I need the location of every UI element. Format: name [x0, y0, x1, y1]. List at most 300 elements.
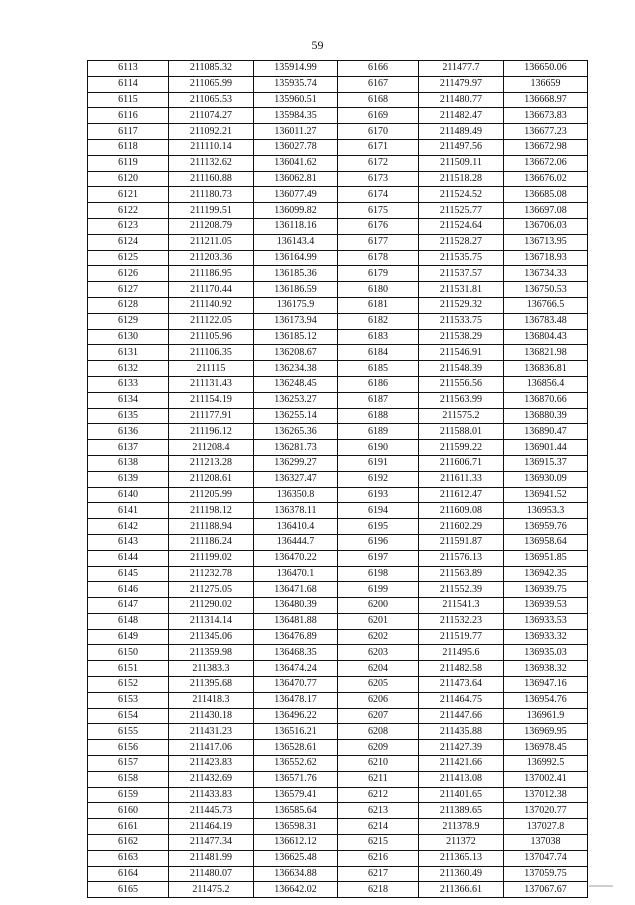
point-id-cell: 6127 — [88, 282, 169, 298]
point-id-cell: 6149 — [88, 629, 169, 645]
point-id-cell: 6179 — [338, 266, 419, 282]
y-coordinate-cell: 136474.24 — [254, 661, 338, 677]
point-id-cell: 6173 — [338, 171, 419, 187]
point-id-cell: 6167 — [338, 76, 419, 92]
y-coordinate-cell: 136734.33 — [504, 266, 588, 282]
point-id-cell: 6138 — [88, 455, 169, 471]
y-coordinate-cell: 136248.45 — [254, 376, 338, 392]
table-row — [88, 361, 588, 377]
point-id-cell: 6147 — [88, 598, 169, 614]
y-coordinate-cell: 136750.53 — [504, 282, 588, 298]
x-coordinate-cell: 211186.95 — [169, 266, 254, 282]
point-id-cell: 6155 — [88, 724, 169, 740]
y-coordinate-cell: 137067.67 — [504, 882, 588, 898]
point-id-cell: 6161 — [88, 819, 169, 835]
x-coordinate-cell: 211131.43 — [169, 376, 254, 392]
x-coordinate-cell: 211290.02 — [169, 598, 254, 614]
point-id-cell: 6209 — [338, 740, 419, 756]
y-coordinate-cell: 136185.12 — [254, 329, 338, 345]
x-coordinate-cell: 211366.61 — [419, 882, 504, 898]
table-row — [88, 803, 588, 819]
x-coordinate-cell: 211473.64 — [419, 677, 504, 693]
y-coordinate-cell: 136410.4 — [254, 519, 338, 535]
point-id-cell: 6170 — [338, 124, 419, 140]
y-coordinate-cell: 136890.47 — [504, 424, 588, 440]
table-row — [88, 692, 588, 708]
x-coordinate-cell: 211199.51 — [169, 203, 254, 219]
table-row — [88, 61, 588, 77]
x-coordinate-cell: 211378.9 — [419, 819, 504, 835]
x-coordinate-cell: 211115 — [169, 361, 254, 377]
y-coordinate-cell: 136677.23 — [504, 124, 588, 140]
point-id-cell: 6183 — [338, 329, 419, 345]
x-coordinate-cell: 211427.39 — [419, 740, 504, 756]
y-coordinate-cell: 136650.06 — [504, 61, 588, 77]
x-coordinate-cell: 211232.78 — [169, 566, 254, 582]
x-coordinate-cell: 211606.71 — [419, 455, 504, 471]
table-row — [88, 155, 588, 171]
y-coordinate-cell: 136935.03 — [504, 645, 588, 661]
scan-artifact — [589, 885, 613, 887]
x-coordinate-cell: 211432.69 — [169, 771, 254, 787]
x-coordinate-cell: 211479.97 — [419, 76, 504, 92]
y-coordinate-cell: 136697.08 — [504, 203, 588, 219]
x-coordinate-cell: 211198.12 — [169, 503, 254, 519]
y-coordinate-cell: 136528.61 — [254, 740, 338, 756]
table-row — [88, 550, 588, 566]
y-coordinate-cell: 136634.88 — [254, 866, 338, 882]
x-coordinate-cell: 211563.99 — [419, 392, 504, 408]
y-coordinate-cell: 136938.32 — [504, 661, 588, 677]
x-coordinate-cell: 211186.24 — [169, 534, 254, 550]
y-coordinate-cell: 136969.95 — [504, 724, 588, 740]
y-coordinate-cell: 136444.7 — [254, 534, 338, 550]
x-coordinate-cell: 211213.28 — [169, 455, 254, 471]
y-coordinate-cell: 136706.03 — [504, 218, 588, 234]
point-id-cell: 6191 — [338, 455, 419, 471]
y-coordinate-cell: 136234.38 — [254, 361, 338, 377]
x-coordinate-cell: 211196.12 — [169, 424, 254, 440]
coordinates-table-body — [88, 61, 588, 898]
x-coordinate-cell: 211435.88 — [419, 724, 504, 740]
point-id-cell: 6208 — [338, 724, 419, 740]
point-id-cell: 6148 — [88, 613, 169, 629]
y-coordinate-cell: 136959.76 — [504, 519, 588, 535]
table-row — [88, 503, 588, 519]
x-coordinate-cell: 211140.92 — [169, 297, 254, 313]
point-id-cell: 6184 — [338, 345, 419, 361]
point-id-cell: 6188 — [338, 408, 419, 424]
y-coordinate-cell: 136718.93 — [504, 250, 588, 266]
point-id-cell: 6126 — [88, 266, 169, 282]
point-id-cell: 6114 — [88, 76, 169, 92]
y-coordinate-cell: 136598.31 — [254, 819, 338, 835]
x-coordinate-cell: 211345.06 — [169, 629, 254, 645]
y-coordinate-cell: 136915.37 — [504, 455, 588, 471]
y-coordinate-cell: 136327.47 — [254, 471, 338, 487]
table-row — [88, 487, 588, 503]
point-id-cell: 6124 — [88, 234, 169, 250]
point-id-cell: 6194 — [338, 503, 419, 519]
x-coordinate-cell: 211203.36 — [169, 250, 254, 266]
y-coordinate-cell: 136941.52 — [504, 487, 588, 503]
y-coordinate-cell: 136585.64 — [254, 803, 338, 819]
point-id-cell: 6131 — [88, 345, 169, 361]
x-coordinate-cell: 211546.91 — [419, 345, 504, 361]
point-id-cell: 6215 — [338, 835, 419, 851]
y-coordinate-cell: 136836.81 — [504, 361, 588, 377]
x-coordinate-cell: 211208.79 — [169, 218, 254, 234]
point-id-cell: 6156 — [88, 740, 169, 756]
point-id-cell: 6182 — [338, 313, 419, 329]
point-id-cell: 6169 — [338, 108, 419, 124]
point-id-cell: 6154 — [88, 708, 169, 724]
x-coordinate-cell: 211314.14 — [169, 613, 254, 629]
x-coordinate-cell: 211199.02 — [169, 550, 254, 566]
y-coordinate-cell: 137002.41 — [504, 771, 588, 787]
x-coordinate-cell: 211074.27 — [169, 108, 254, 124]
y-coordinate-cell: 136471.68 — [254, 582, 338, 598]
x-coordinate-cell: 211154.19 — [169, 392, 254, 408]
x-coordinate-cell: 211208.4 — [169, 440, 254, 456]
x-coordinate-cell: 211609.08 — [419, 503, 504, 519]
y-coordinate-cell: 135914.99 — [254, 61, 338, 77]
point-id-cell: 6164 — [88, 866, 169, 882]
table-row — [88, 376, 588, 392]
point-id-cell: 6125 — [88, 250, 169, 266]
point-id-cell: 6212 — [338, 787, 419, 803]
y-coordinate-cell: 137012.38 — [504, 787, 588, 803]
x-coordinate-cell: 211418.3 — [169, 692, 254, 708]
x-coordinate-cell: 211211.05 — [169, 234, 254, 250]
table-row — [88, 740, 588, 756]
y-coordinate-cell: 136685.08 — [504, 187, 588, 203]
table-row — [88, 124, 588, 140]
y-coordinate-cell: 136478.17 — [254, 692, 338, 708]
table-row — [88, 313, 588, 329]
point-id-cell: 6143 — [88, 534, 169, 550]
table-row — [88, 677, 588, 693]
point-id-cell: 6185 — [338, 361, 419, 377]
x-coordinate-cell: 211532.23 — [419, 613, 504, 629]
y-coordinate-cell: 136099.82 — [254, 203, 338, 219]
point-id-cell: 6177 — [338, 234, 419, 250]
point-id-cell: 6128 — [88, 297, 169, 313]
y-coordinate-cell: 136939.53 — [504, 598, 588, 614]
point-id-cell: 6115 — [88, 92, 169, 108]
y-coordinate-cell: 136265.36 — [254, 424, 338, 440]
x-coordinate-cell: 211205.99 — [169, 487, 254, 503]
table-row — [88, 708, 588, 724]
point-id-cell: 6198 — [338, 566, 419, 582]
table-row — [88, 345, 588, 361]
x-coordinate-cell: 211611.33 — [419, 471, 504, 487]
table-row — [88, 187, 588, 203]
table-row — [88, 455, 588, 471]
point-id-cell: 6186 — [338, 376, 419, 392]
point-id-cell: 6178 — [338, 250, 419, 266]
point-id-cell: 6153 — [88, 692, 169, 708]
x-coordinate-cell: 211533.75 — [419, 313, 504, 329]
table-row — [88, 645, 588, 661]
point-id-cell: 6201 — [338, 613, 419, 629]
point-id-cell: 6144 — [88, 550, 169, 566]
point-id-cell: 6163 — [88, 850, 169, 866]
x-coordinate-cell: 211575.2 — [419, 408, 504, 424]
y-coordinate-cell: 136951.85 — [504, 550, 588, 566]
point-id-cell: 6159 — [88, 787, 169, 803]
x-coordinate-cell: 211519.77 — [419, 629, 504, 645]
table-row — [88, 534, 588, 550]
table-row — [88, 566, 588, 582]
point-id-cell: 6204 — [338, 661, 419, 677]
point-id-cell: 6171 — [338, 139, 419, 155]
x-coordinate-cell: 211556.56 — [419, 376, 504, 392]
x-coordinate-cell: 211431.23 — [169, 724, 254, 740]
y-coordinate-cell: 137027.8 — [504, 819, 588, 835]
y-coordinate-cell: 136933.32 — [504, 629, 588, 645]
x-coordinate-cell: 211106.35 — [169, 345, 254, 361]
x-coordinate-cell: 211548.39 — [419, 361, 504, 377]
x-coordinate-cell: 211541.3 — [419, 598, 504, 614]
y-coordinate-cell: 136143.4 — [254, 234, 338, 250]
table-row — [88, 756, 588, 772]
y-coordinate-cell: 137059.75 — [504, 866, 588, 882]
table-row — [88, 408, 588, 424]
x-coordinate-cell: 211482.47 — [419, 108, 504, 124]
table-row — [88, 139, 588, 155]
point-id-cell: 6213 — [338, 803, 419, 819]
x-coordinate-cell: 211177.91 — [169, 408, 254, 424]
y-coordinate-cell: 136350.8 — [254, 487, 338, 503]
table-row — [88, 866, 588, 882]
y-coordinate-cell: 136625.48 — [254, 850, 338, 866]
point-id-cell: 6199 — [338, 582, 419, 598]
x-coordinate-cell: 211497.56 — [419, 139, 504, 155]
table-row — [88, 250, 588, 266]
point-id-cell: 6118 — [88, 139, 169, 155]
x-coordinate-cell: 211110.14 — [169, 139, 254, 155]
x-coordinate-cell: 211477.7 — [419, 61, 504, 77]
point-id-cell: 6195 — [338, 519, 419, 535]
point-id-cell: 6211 — [338, 771, 419, 787]
table-row — [88, 613, 588, 629]
x-coordinate-cell: 211518.28 — [419, 171, 504, 187]
coordinates-table — [87, 60, 588, 898]
x-coordinate-cell: 211529.32 — [419, 297, 504, 313]
y-coordinate-cell: 136933.53 — [504, 613, 588, 629]
x-coordinate-cell: 211481.99 — [169, 850, 254, 866]
x-coordinate-cell: 211413.08 — [419, 771, 504, 787]
point-id-cell: 6120 — [88, 171, 169, 187]
x-coordinate-cell: 211537.57 — [419, 266, 504, 282]
y-coordinate-cell: 136173.94 — [254, 313, 338, 329]
x-coordinate-cell: 211538.29 — [419, 329, 504, 345]
point-id-cell: 6150 — [88, 645, 169, 661]
point-id-cell: 6117 — [88, 124, 169, 140]
y-coordinate-cell: 136804.43 — [504, 329, 588, 345]
y-coordinate-cell: 136672.98 — [504, 139, 588, 155]
y-coordinate-cell: 136470.22 — [254, 550, 338, 566]
table-row — [88, 835, 588, 851]
x-coordinate-cell: 211359.98 — [169, 645, 254, 661]
y-coordinate-cell: 136253.27 — [254, 392, 338, 408]
point-id-cell: 6206 — [338, 692, 419, 708]
x-coordinate-cell: 211065.99 — [169, 76, 254, 92]
y-coordinate-cell: 136470.1 — [254, 566, 338, 582]
point-id-cell: 6218 — [338, 882, 419, 898]
y-coordinate-cell: 136470.77 — [254, 677, 338, 693]
x-coordinate-cell: 211065.53 — [169, 92, 254, 108]
y-coordinate-cell: 136378.11 — [254, 503, 338, 519]
point-id-cell: 6207 — [338, 708, 419, 724]
y-coordinate-cell: 135960.51 — [254, 92, 338, 108]
table-row — [88, 218, 588, 234]
x-coordinate-cell: 211475.2 — [169, 882, 254, 898]
y-coordinate-cell: 136961.9 — [504, 708, 588, 724]
point-id-cell: 6205 — [338, 677, 419, 693]
table-row — [88, 850, 588, 866]
y-coordinate-cell: 136930.09 — [504, 471, 588, 487]
table-row — [88, 424, 588, 440]
point-id-cell: 6203 — [338, 645, 419, 661]
x-coordinate-cell: 211208.61 — [169, 471, 254, 487]
point-id-cell: 6174 — [338, 187, 419, 203]
x-coordinate-cell: 211417.06 — [169, 740, 254, 756]
point-id-cell: 6168 — [338, 92, 419, 108]
table-row — [88, 92, 588, 108]
x-coordinate-cell: 211480.07 — [169, 866, 254, 882]
y-coordinate-cell: 136118.16 — [254, 218, 338, 234]
point-id-cell: 6116 — [88, 108, 169, 124]
y-coordinate-cell: 136077.49 — [254, 187, 338, 203]
x-coordinate-cell: 211430.18 — [169, 708, 254, 724]
table-row — [88, 76, 588, 92]
y-coordinate-cell: 136481.88 — [254, 613, 338, 629]
point-id-cell: 6189 — [338, 424, 419, 440]
point-id-cell: 6129 — [88, 313, 169, 329]
point-id-cell: 6137 — [88, 440, 169, 456]
x-coordinate-cell: 211188.94 — [169, 519, 254, 535]
point-id-cell: 6210 — [338, 756, 419, 772]
x-coordinate-cell: 211576.13 — [419, 550, 504, 566]
point-id-cell: 6123 — [88, 218, 169, 234]
x-coordinate-cell: 211602.29 — [419, 519, 504, 535]
point-id-cell: 6158 — [88, 771, 169, 787]
y-coordinate-cell: 136939.75 — [504, 582, 588, 598]
y-coordinate-cell: 136062.81 — [254, 171, 338, 187]
x-coordinate-cell: 211423.83 — [169, 756, 254, 772]
x-coordinate-cell: 211552.39 — [419, 582, 504, 598]
table-row — [88, 108, 588, 124]
point-id-cell: 6190 — [338, 440, 419, 456]
table-row — [88, 440, 588, 456]
y-coordinate-cell: 136978.45 — [504, 740, 588, 756]
x-coordinate-cell: 211445.73 — [169, 803, 254, 819]
point-id-cell: 6139 — [88, 471, 169, 487]
y-coordinate-cell: 136186.59 — [254, 282, 338, 298]
x-coordinate-cell: 211524.52 — [419, 187, 504, 203]
point-id-cell: 6152 — [88, 677, 169, 693]
table-row — [88, 629, 588, 645]
x-coordinate-cell: 211383.3 — [169, 661, 254, 677]
point-id-cell: 6121 — [88, 187, 169, 203]
x-coordinate-cell: 211132.62 — [169, 155, 254, 171]
table-row — [88, 392, 588, 408]
point-id-cell: 6165 — [88, 882, 169, 898]
x-coordinate-cell: 211477.34 — [169, 835, 254, 851]
y-coordinate-cell: 136958.64 — [504, 534, 588, 550]
y-coordinate-cell: 136880.39 — [504, 408, 588, 424]
y-coordinate-cell: 137020.77 — [504, 803, 588, 819]
table-row — [88, 724, 588, 740]
y-coordinate-cell: 135935.74 — [254, 76, 338, 92]
y-coordinate-cell: 136942.35 — [504, 566, 588, 582]
y-coordinate-cell: 136676.02 — [504, 171, 588, 187]
x-coordinate-cell: 211509.11 — [419, 155, 504, 171]
point-id-cell: 6134 — [88, 392, 169, 408]
table-row — [88, 519, 588, 535]
point-id-cell: 6133 — [88, 376, 169, 392]
point-id-cell: 6140 — [88, 487, 169, 503]
y-coordinate-cell: 136954.76 — [504, 692, 588, 708]
x-coordinate-cell: 211447.66 — [419, 708, 504, 724]
point-id-cell: 6145 — [88, 566, 169, 582]
point-id-cell: 6151 — [88, 661, 169, 677]
point-id-cell: 6216 — [338, 850, 419, 866]
y-coordinate-cell: 136476.89 — [254, 629, 338, 645]
y-coordinate-cell: 136027.78 — [254, 139, 338, 155]
x-coordinate-cell: 211180.73 — [169, 187, 254, 203]
y-coordinate-cell: 136870.66 — [504, 392, 588, 408]
x-coordinate-cell: 211495.6 — [419, 645, 504, 661]
x-coordinate-cell: 211389.65 — [419, 803, 504, 819]
point-id-cell: 6135 — [88, 408, 169, 424]
x-coordinate-cell: 211365.13 — [419, 850, 504, 866]
point-id-cell: 6146 — [88, 582, 169, 598]
table-row — [88, 329, 588, 345]
x-coordinate-cell: 211160.88 — [169, 171, 254, 187]
point-id-cell: 6141 — [88, 503, 169, 519]
x-coordinate-cell: 211591.87 — [419, 534, 504, 550]
y-coordinate-cell: 136255.14 — [254, 408, 338, 424]
y-coordinate-cell: 136281.73 — [254, 440, 338, 456]
table-row — [88, 582, 588, 598]
point-id-cell: 6193 — [338, 487, 419, 503]
table-row — [88, 819, 588, 835]
x-coordinate-cell: 211275.05 — [169, 582, 254, 598]
point-id-cell: 6197 — [338, 550, 419, 566]
point-id-cell: 6157 — [88, 756, 169, 772]
x-coordinate-cell: 211480.77 — [419, 92, 504, 108]
x-coordinate-cell: 211122.05 — [169, 313, 254, 329]
point-id-cell: 6176 — [338, 218, 419, 234]
x-coordinate-cell: 211421.66 — [419, 756, 504, 772]
x-coordinate-cell: 211433.83 — [169, 787, 254, 803]
x-coordinate-cell: 211360.49 — [419, 866, 504, 882]
table-row — [88, 234, 588, 250]
page-number: 59 — [311, 38, 324, 52]
y-coordinate-cell: 136766.5 — [504, 297, 588, 313]
table-row — [88, 282, 588, 298]
table-row — [88, 882, 588, 898]
y-coordinate-cell: 136821.98 — [504, 345, 588, 361]
table-row — [88, 297, 588, 313]
x-coordinate-cell: 211085.32 — [169, 61, 254, 77]
x-coordinate-cell: 211464.75 — [419, 692, 504, 708]
x-coordinate-cell: 211525.77 — [419, 203, 504, 219]
table-row — [88, 661, 588, 677]
